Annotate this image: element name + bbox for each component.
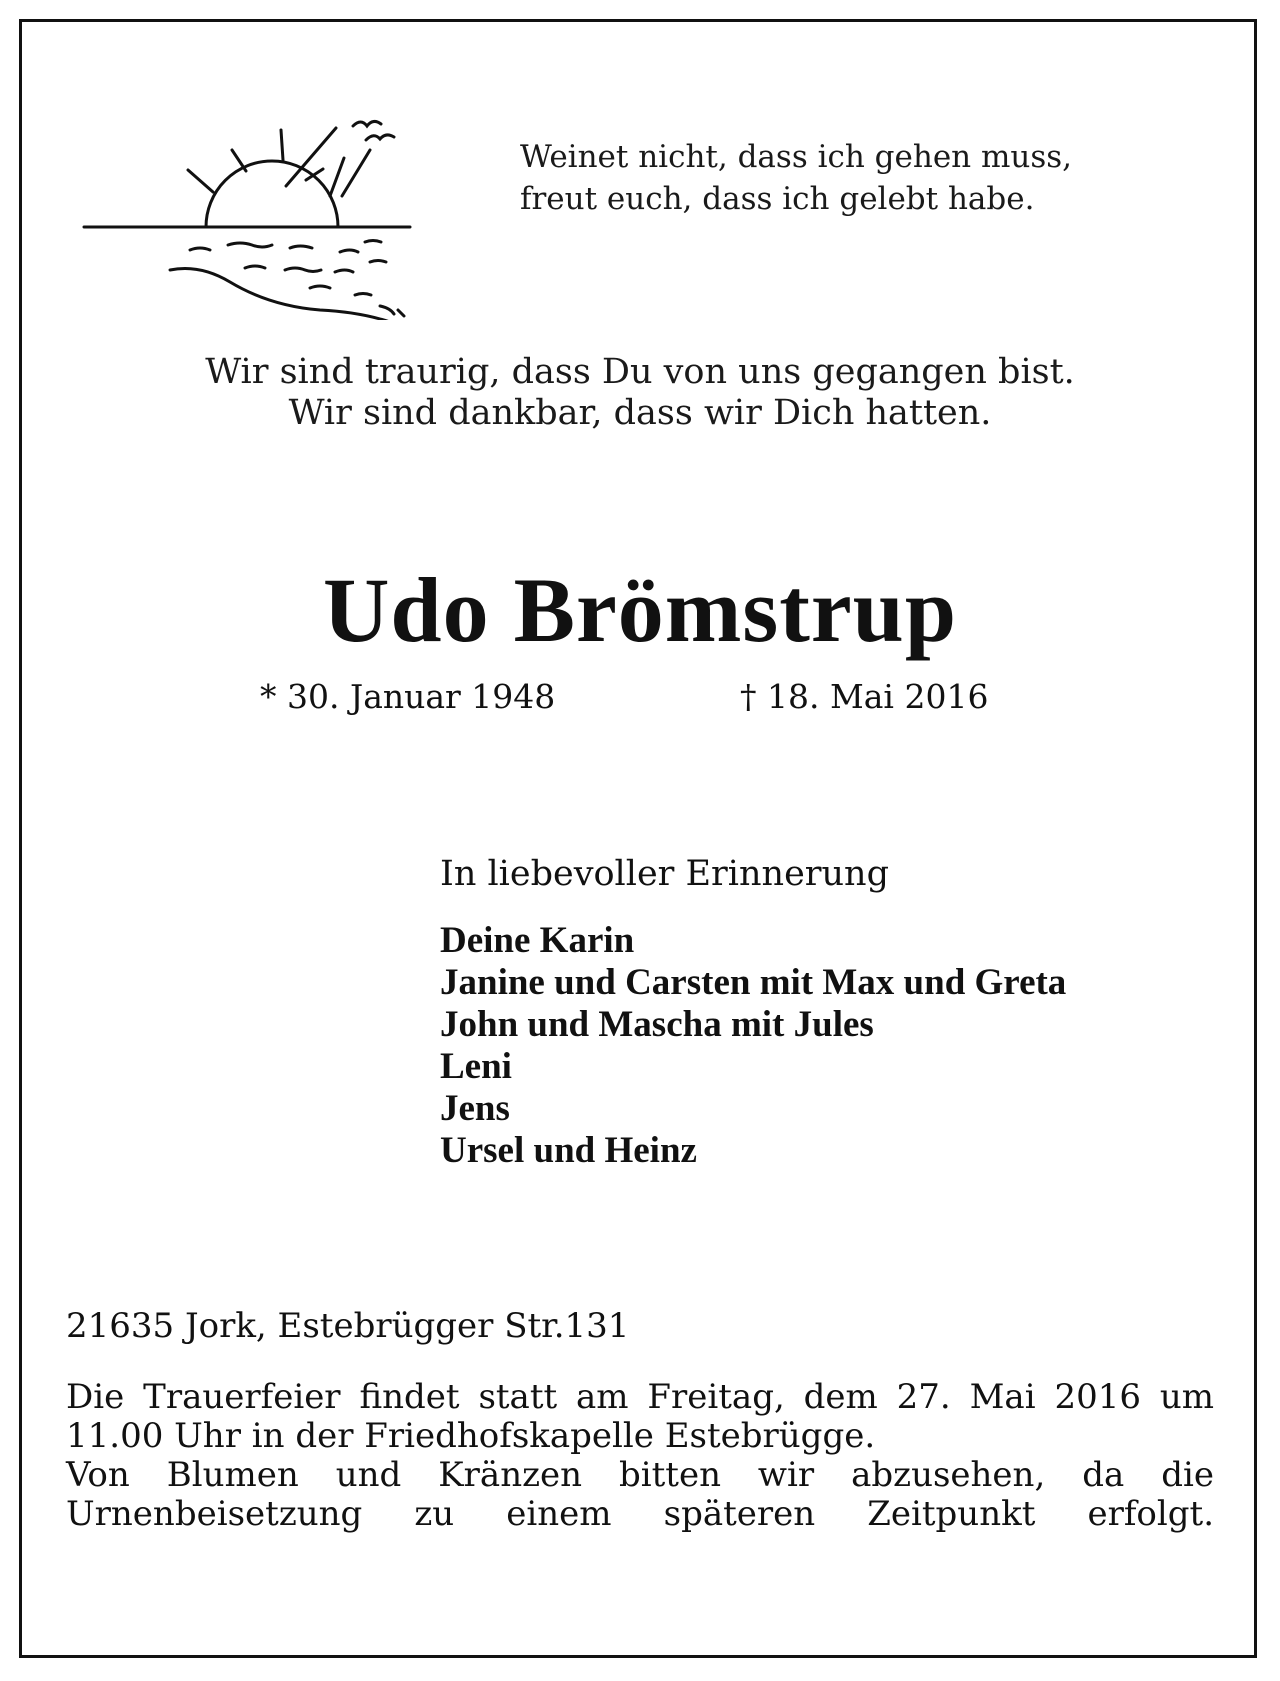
lament-text	[0, 352, 1280, 434]
mourner-name: Ursel und Heinz	[440, 1130, 697, 1171]
opening-quote	[520, 136, 1072, 220]
quote-line: freut euch, dass ich gelebt habe.	[520, 181, 1035, 217]
deceased-name: Udo Brömstrup	[322, 559, 958, 661]
death-date: † 18. Mai 2016	[740, 677, 989, 716]
mourner-name: Deine Karin	[440, 920, 635, 961]
mourners-list	[440, 920, 1066, 1172]
birth-date: * 30. Januar 1948	[260, 677, 556, 716]
family-address: 21635 Jork, Estebrügger Str.131	[66, 1306, 630, 1346]
mourner-name: Jens	[440, 1088, 510, 1129]
memory-line: In liebevoller Erinnerung	[440, 854, 890, 894]
sunset-over-sea-icon	[80, 110, 420, 320]
service-line: 11.00 Uhr in der Friedhofskapelle Estebrügge.	[66, 1416, 876, 1456]
mourner-name: Janine und Carsten mit Max und Greta	[440, 962, 1067, 1003]
lament-line: Wir sind dankbar, dass wir Dich hatten.	[288, 393, 992, 433]
service-line: Die Trauerfeier findet statt am Freitag, dem 27. Mai 2016 um	[66, 1377, 1214, 1417]
service-line: Urnenbeisetzung zu einem späteren Zeitpunkt erfolgt.	[66, 1494, 1214, 1534]
service-details	[66, 1378, 1214, 1534]
service-line: Von Blumen und Kränzen bitten wir abzusehen, da die	[66, 1455, 1214, 1495]
mourner-name: Leni	[440, 1046, 512, 1087]
mourner-name: John und Mascha mit Jules	[440, 1004, 874, 1045]
lament-line: Wir sind traurig, dass Du von uns gegangen bist.	[205, 352, 1075, 392]
quote-line: Weinet nicht, dass ich gehen muss,	[520, 139, 1073, 175]
